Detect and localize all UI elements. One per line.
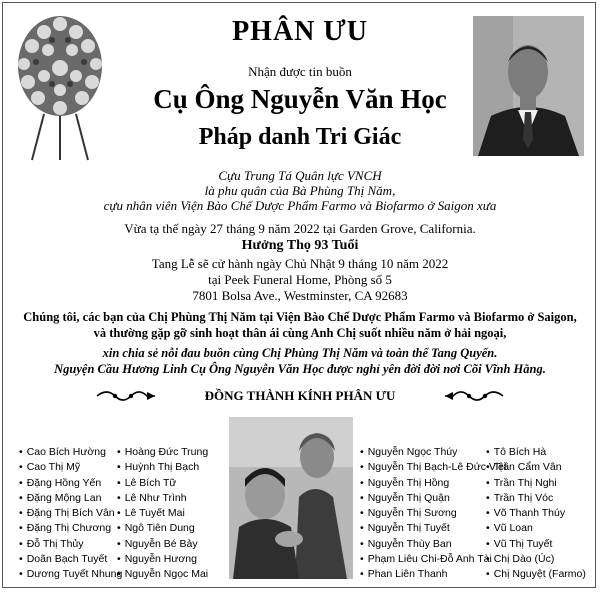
- condolence-italic-line-1: xin chia sẻ nỗi đau buồn cùng Chị Phùng Thị Năm và toàn thể Tang Quyến.: [102, 346, 498, 360]
- signer-name: • Nguyễn Thị Hồng: [360, 476, 507, 491]
- funeral-venue-line: tại Peek Funeral Home, Phòng số 5: [208, 272, 392, 287]
- signer-name: • Trần Cẩm Vân: [486, 460, 586, 475]
- signer-name: • Chị Dào (Úc): [486, 552, 586, 567]
- signer-name: • Dương Tuyết Nhung: [19, 567, 122, 582]
- signer-name: • Đặng Thị Bích Vân: [19, 506, 122, 521]
- signer-list-col-3: [360, 445, 507, 583]
- bio-line-2: là phu quân của Bà Phùng Thị Năm,: [204, 183, 396, 198]
- deceased-name: Cụ Ông Nguyễn Văn Học: [153, 84, 447, 114]
- signer-name: • Phạm Liêu Chi-Đỗ Anh Tài: [360, 552, 507, 567]
- signer-name: • Nguyễn Thị Sương: [360, 506, 507, 521]
- intro-text: Nhận được tin buồn: [248, 64, 352, 79]
- couple-photo: [229, 417, 353, 579]
- signer-list-col-1: [19, 445, 122, 583]
- signer-name: • Đặng Mộng Lan: [19, 491, 122, 506]
- signer-name: • Nguyễn Bé Bảy: [117, 537, 208, 552]
- signer-name: • Nguyễn Thị Tuyết: [360, 521, 507, 536]
- signer-name: • Phan Liên Thanh: [360, 567, 507, 582]
- bio-line-1: Cựu Trung Tá Quân lực VNCH: [218, 168, 382, 183]
- signer-name: • Huỳnh Thị Bạch: [117, 460, 208, 475]
- signer-name: • Đỗ Thị Thủy: [19, 537, 122, 552]
- bio-line-3: cựu nhân viên Viện Bào Chế Dược Phẩm Farmo và Biofarmo ở Saigon xưa: [103, 198, 497, 213]
- signer-name: • Cao Bích Hường: [19, 445, 122, 460]
- signer-name: • Võ Thanh Thúy: [486, 506, 586, 521]
- signer-name: • Nguyễn Thùy Ban: [360, 537, 507, 552]
- signer-list-col-2: [117, 445, 208, 583]
- passed-away-line: Vừa tạ thế ngày 27 tháng 9 năm 2022 tại Garden Grove, California.: [124, 221, 476, 236]
- signer-name: • Lê Tuyết Mai: [117, 506, 208, 521]
- funeral-date-line: Tang Lễ sẽ cử hành ngày Chủ Nhật 9 tháng 10 năm 2022: [151, 256, 449, 271]
- condolence-italic-line-2: Nguyện Cầu Hương Linh Cụ Ông Nguyễn Văn Học được nghỉ yên đời đời nơi Cõi Vĩnh Hằng.: [54, 362, 546, 376]
- signer-name: • Cao Thị Mỹ: [19, 460, 122, 475]
- funeral-address-line: 7801 Bolsa Ave., Westminster, CA 92683: [192, 288, 408, 303]
- signer-name: • Vũ Thị Tuyết: [486, 537, 586, 552]
- left-ornament-icon: [95, 388, 157, 404]
- signer-name: • Nguyễn Thị Bạch-Lê Đức Việt: [360, 460, 507, 475]
- condolence-bold-line-2: và thường gặp gỡ sinh hoạt thân ái cùng Anh Chị suốt nhiều năm ở hải ngoại,: [93, 326, 507, 340]
- signer-name: • Lê Bích Tữ: [117, 476, 208, 491]
- signer-list-col-4: [486, 445, 586, 583]
- dharma-name: Pháp danh Tri Giác: [198, 124, 402, 150]
- closing-line: ĐỒNG THÀNH KÍNH PHÂN ƯU: [204, 388, 396, 403]
- signer-name: • Đặng Hồng Yến: [19, 476, 122, 491]
- signer-name: • Nguyễn Hương: [117, 552, 208, 567]
- right-ornament-icon: [443, 388, 505, 404]
- signer-name: • Nguyễn Thị Quận: [360, 491, 507, 506]
- signer-name: • Vũ Loan: [486, 521, 586, 536]
- notice-title: PHÂN ƯU: [232, 16, 368, 47]
- signer-name: • Nguyễn Ngọc Mai: [117, 567, 208, 582]
- signer-name: • Nguyễn Ngọc Thúy: [360, 445, 507, 460]
- signer-name: • Ngô Tiên Dung: [117, 521, 208, 536]
- signer-name: • Trần Thị Nghi: [486, 476, 586, 491]
- signer-name: • Trần Thị Vóc: [486, 491, 586, 506]
- condolence-bold-line-1: Chúng tôi, các bạn của Chị Phùng Thị Năm tại Viện Bào Chế Dược Phẩm Farmo và Biofarmo ở Saigon,: [23, 310, 577, 324]
- signer-name: • Hoàng Đức Trung: [117, 445, 208, 460]
- signer-name: • Tô Bích Hà: [486, 445, 586, 460]
- signer-name: • Doãn Bạch Tuyết: [19, 552, 122, 567]
- age-line: Hưởng Thọ 93 Tuổi: [241, 238, 359, 253]
- signer-name: • Chị Nguyệt (Farmo): [486, 567, 586, 582]
- signer-name: • Đặng Thị Chương: [19, 521, 122, 536]
- signer-name: • Lê Như Trình: [117, 491, 208, 506]
